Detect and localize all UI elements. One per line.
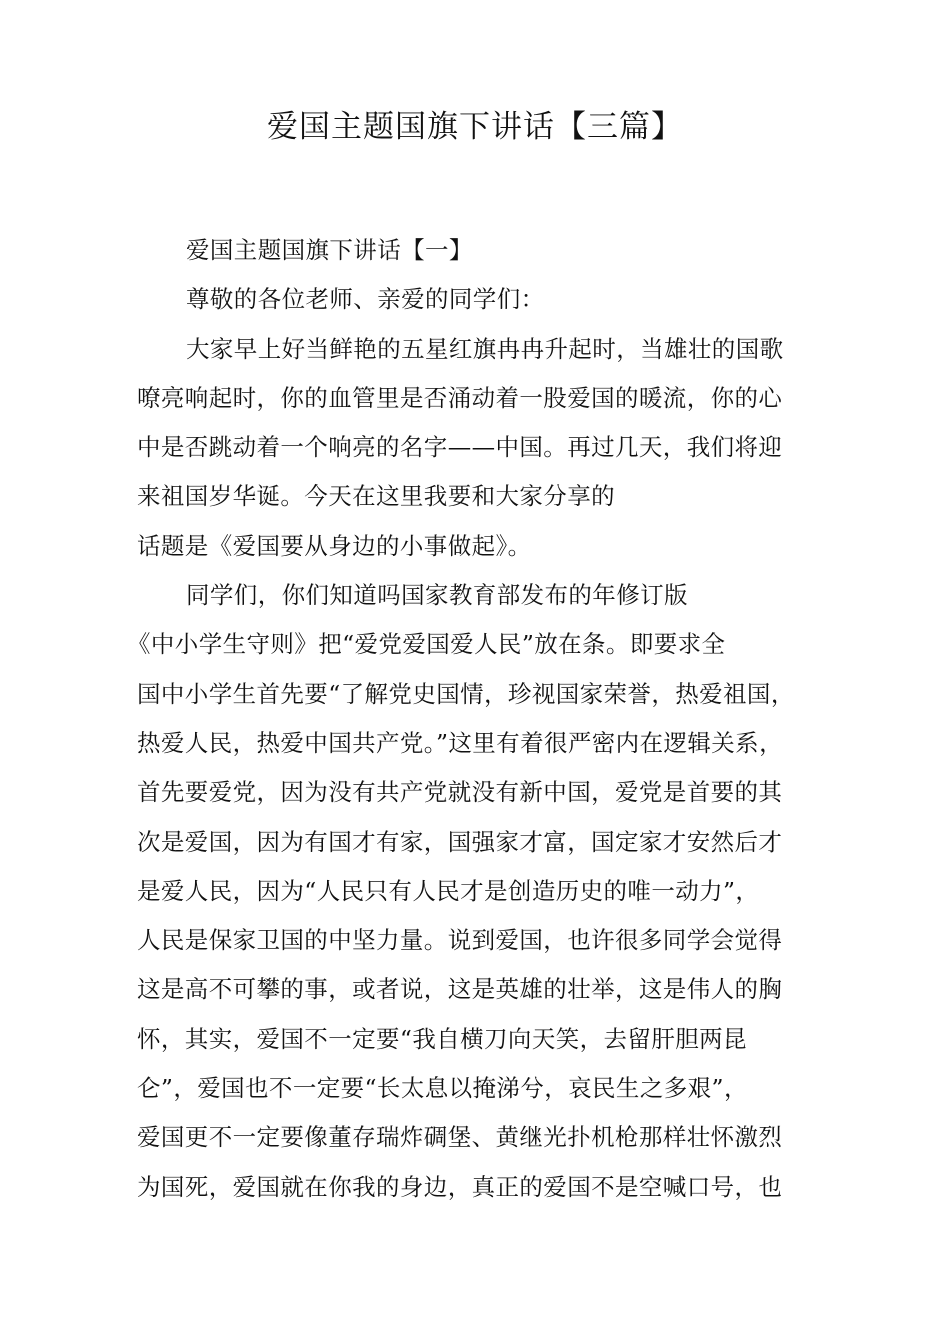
paragraph-line: 这是高不可攀的事，或者说，这是英雄的壮举，这是伟人的胸 <box>137 975 783 1004</box>
paragraph-line: 人民是保家卫国的中坚力量。说到爱国，也许很多同学会觉得 <box>137 926 783 955</box>
paragraph-line: 嘹亮响起时，你的血管里是否涌动着一股爱国的暖流，你的心 <box>137 383 783 412</box>
paragraph-line: 热爱人民，热爱中国共产党。”这里有着很严密内在逻辑关系， <box>137 728 783 757</box>
paragraph-line: 中是否跳动着一个响亮的名字——中国。再过几天，我们将迎 <box>137 433 783 462</box>
paragraph-line: 《中小学生守则》把“爱党爱国爱人民”放在条。即要求全 <box>127 630 726 659</box>
paragraph-line: 国中小学生首先要“了解党史国情，珍视国家荣誉，热爱祖国， <box>137 679 795 708</box>
document-body <box>127 226 837 1212</box>
paragraph-line: 怀，其实，爱国不一定要“我自横刀向天笑，去留肝胆两昆 <box>137 1024 747 1053</box>
paragraph-line: 为国死，爱国就在你我的身边，真正的爱国不是空喊口号，也 <box>137 1172 783 1201</box>
paragraph-line: 次是爱国，因为有国才有家，国强家才富，国定家才安然后才 <box>137 827 783 856</box>
paragraph-line: 爱国更不一定要像董存瑞炸碉堡、黄继光扑机枪那样壮怀激烈 <box>137 1123 783 1152</box>
paragraph-line: 仑”，爱国也不一定要“长太息以掩涕兮，哀民生之多艰”， <box>137 1074 748 1103</box>
paragraph-line: 是爱人民，因为“人民只有人民才是创造历史的唯一动力”， <box>137 876 760 905</box>
document-title: 爱国主题国旗下讲话【三篇】 <box>267 109 683 145</box>
paragraph-line: 首先要爱党，因为没有共产党就没有新中国，爱党是首要的其 <box>137 778 783 807</box>
section-heading: 爱国主题国旗下讲话【一】 <box>186 236 473 264</box>
paragraph-line: 大家早上好当鲜艳的五星红旗冉冉升起时，当雄壮的国歌 <box>186 334 784 363</box>
paragraph-line: 话题是《爱国要从身边的小事做起》。 <box>137 531 532 560</box>
paragraph-line: 来祖国岁华诞。今天在这里我要和大家分享的 <box>137 482 615 511</box>
salutation: 尊敬的各位老师、亲爱的同学们： <box>186 285 545 314</box>
paragraph-line: 同学们，你们知道吗国家教育部发布的年修订版 <box>186 581 688 610</box>
